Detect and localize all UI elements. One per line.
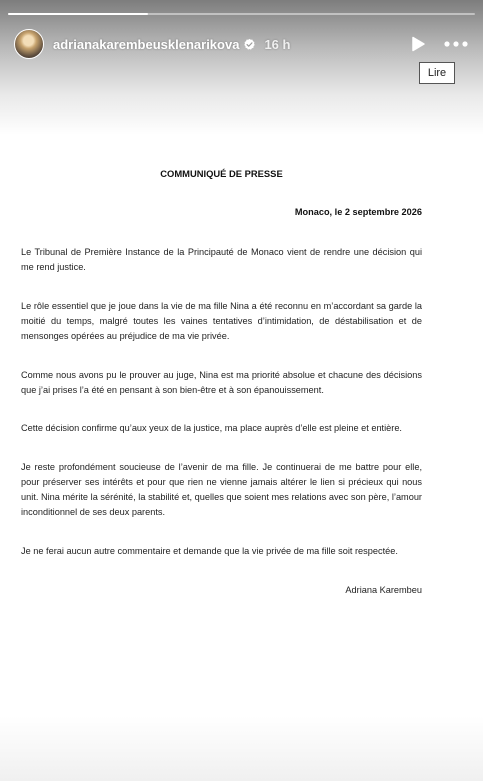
- more-options-icon[interactable]: [444, 41, 468, 47]
- document-paragraph: Comme nous avons pu le prouver au juge, Nina est ma priorité absolue et chacune des décisions que j’ai prises l’a été en pensant à son bien-être et à son épanouissement.: [21, 369, 422, 395]
- document-paragraph: Je reste profondément soucieuse de l’avenir de ma fille. Je continuerai de me battre pour elle, pour préserver ses intérêts et pour que rien ne vienne jamais altérer le lien si précieux qui nous unit. Nina mérite la sérénité, la stabilité et, quelles que soient mes relations avec son père, l’amour inconditionnel de ses deux parents.: [21, 462, 422, 518]
- document-signature: Adriana Karembeu: [345, 584, 422, 595]
- post-time: 16 h: [264, 36, 291, 52]
- verified-badge-icon: [243, 38, 256, 51]
- document-date: Monaco, le 2 septembre 2026: [294, 207, 422, 218]
- play-icon[interactable]: [409, 35, 427, 53]
- press-release-document: [21, 166, 422, 598]
- username[interactable]: adrianakarembeusklenarikova: [53, 36, 240, 52]
- story-progress-bar: [8, 13, 475, 15]
- document-paragraph: Je ne ferai aucun autre commentaire et demande que la vie privée de ma fille soit respectée.: [21, 546, 398, 557]
- story-bottom-area: [0, 716, 483, 781]
- document-paragraph: Le rôle essentiel que je joue dans la vie de ma fille Nina a été reconnu en m’accordant sa garde la moitié du temps, malgré toutes les vaines tentatives d’intimidation, de déstabilisation et de mensonges opérées au préjudice de ma vie privée.: [21, 300, 422, 341]
- document-title: COMMUNIQUÉ DE PRESSE: [160, 168, 283, 179]
- document-paragraph: Cette décision confirme qu’aux yeux de la justice, ma place auprès d’elle est pleine et entière.: [21, 423, 402, 434]
- story-header: [14, 28, 469, 60]
- avatar[interactable]: [14, 29, 44, 59]
- story-progress-fill: [8, 13, 148, 15]
- read-tooltip-button[interactable]: Lire: [419, 62, 455, 84]
- story-top-overlay: [0, 0, 483, 135]
- document-paragraph: Le Tribunal de Première Instance de la Principauté de Monaco vient de rendre une décision qui me rend justice.: [21, 247, 422, 273]
